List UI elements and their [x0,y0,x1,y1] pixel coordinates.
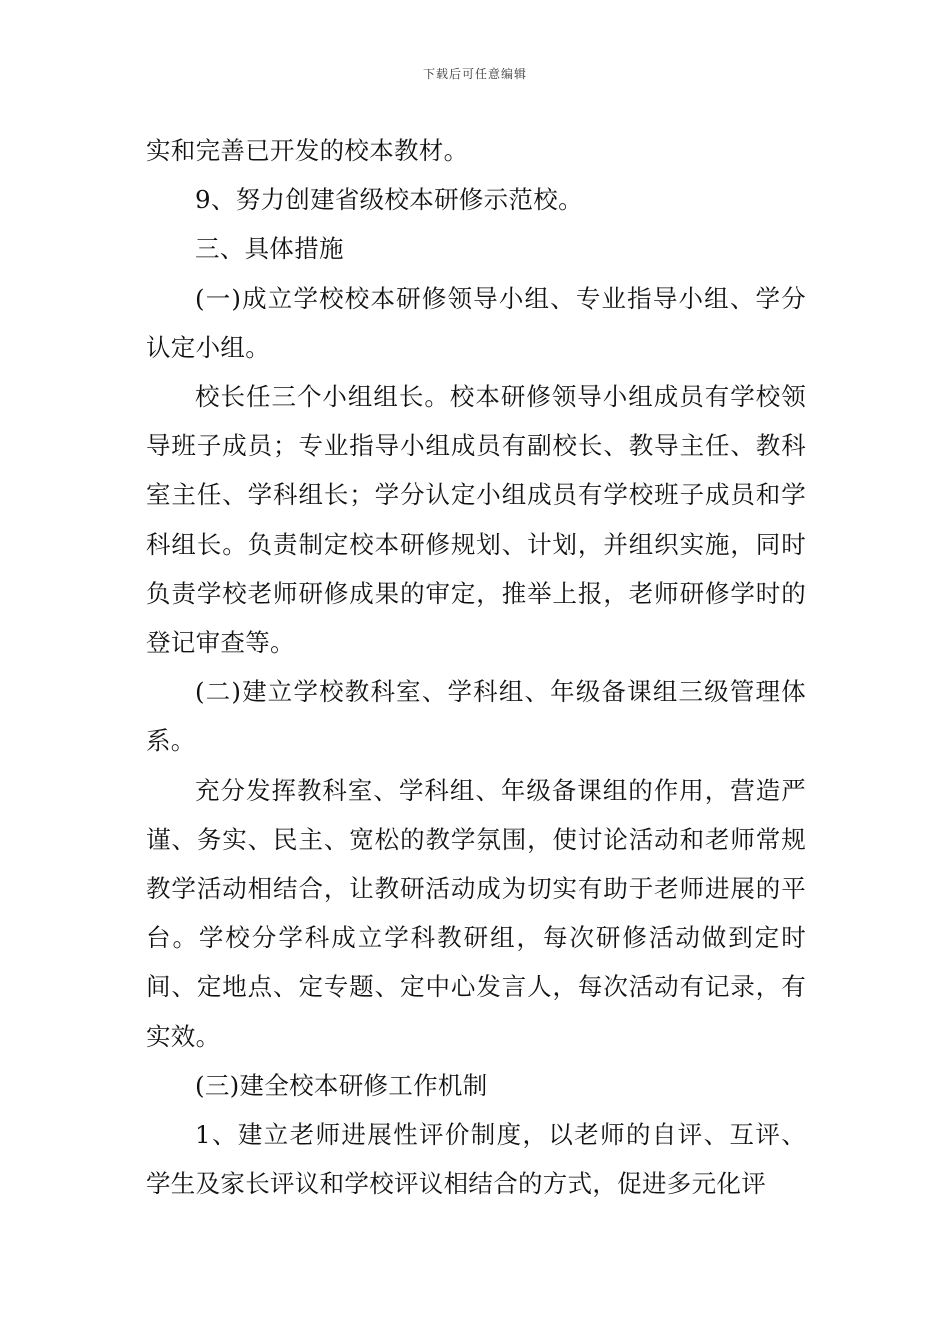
paragraph-continuation: 实和完善已开发的校本教材。 [146,136,469,165]
document-body [146,126,806,1208]
paragraph-item-9: 9、努力创建省级校本研修示范校。 [195,185,583,215]
section-heading-measures: 三、具体措施 [195,234,344,264]
subheading-one: (一)成立学校校本研修领导小组、专业指导小组、学分认定小组。 [146,283,806,362]
paragraph-leadership-groups: 校长任三个小组组长。校本研修领导小组成员有学校领导班子成员；专业指导小组成员有副校长、教导主任、教科室主任、学科组长；学分认定小组成员有学校班子成员和学科组长。负责制定校本研修规划、计划，并组织实施，同时负责学校老师研修成果的审定，推举上报，老师研修学时的登记审查等。 [146,382,806,658]
paragraph-evaluation-system: 1、建立老师进展性评价制度，以老师的自评、互评、学生及家长评议和学校评议相结合的方式，促进多元化评 [146,1120,806,1199]
subheading-three: (三)建全校本研修工作机制 [195,1070,488,1100]
paragraph-management-system: 充分发挥教科室、学科组、年级备课组的作用，营造严谨、务实、民主、宽松的教学氛围，使讨论活动和老师常规教学活动相结合，让教研活动成为切实有助于老师进展的平台。学校分学科成立学科教研组，每次研修活动做到定时间、定地点、定专题、定中心发言人，每次活动有记录，有实效。 [146,775,806,1051]
subheading-two: (二)建立学校教科室、学科组、年级备课组三级管理体系。 [146,677,806,756]
page-header: 下载后可任意编辑 [422,67,527,81]
